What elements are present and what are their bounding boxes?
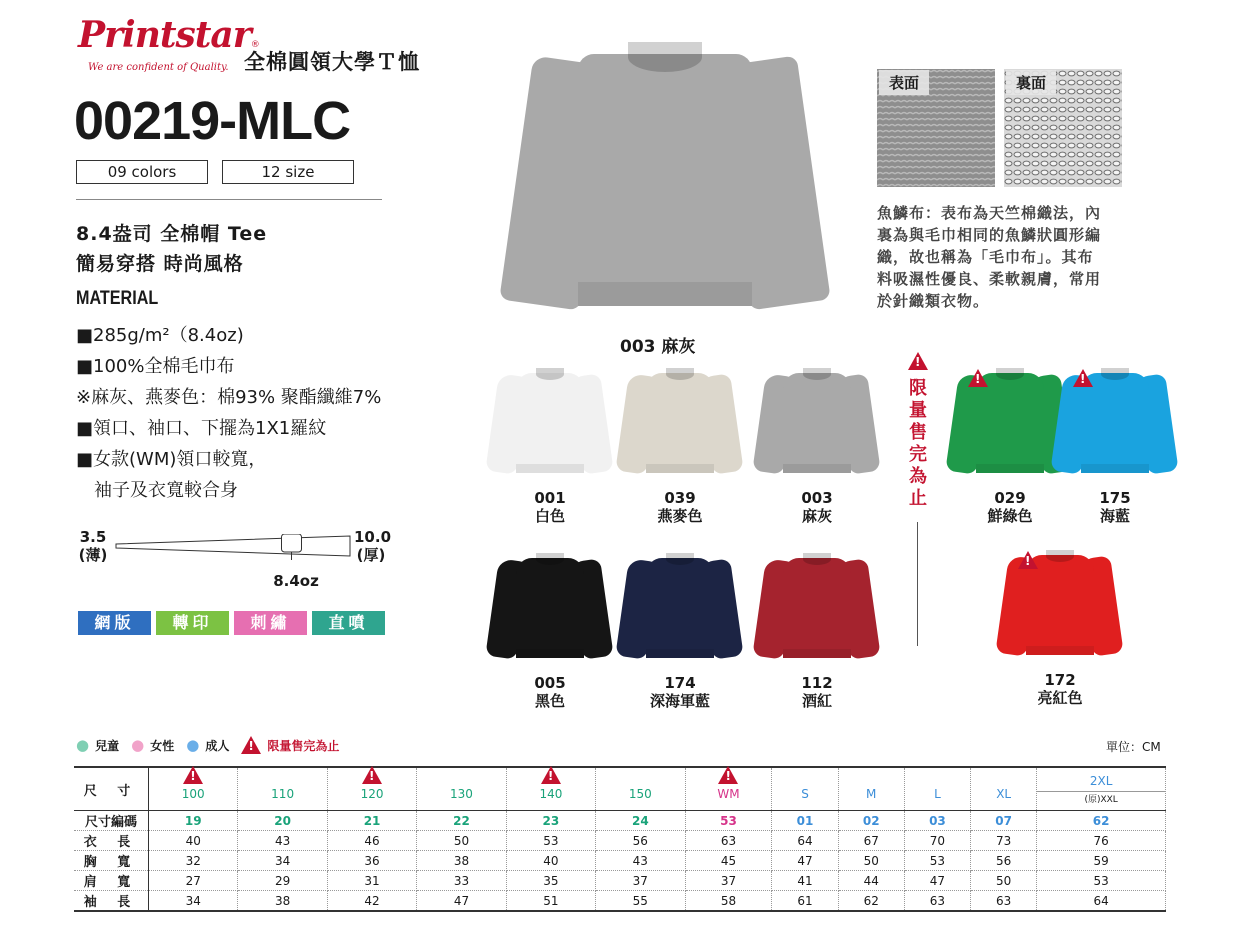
material-heading: MATERIAL <box>76 288 159 309</box>
shirt-body <box>1026 555 1093 656</box>
shirt-collar <box>666 553 695 565</box>
brand-logo <box>78 14 260 80</box>
warning-icon <box>718 766 738 784</box>
table-cell: 58 <box>685 891 772 912</box>
swatch-name: 鮮綠色 <box>987 507 1033 525</box>
swatch-code: 003 <box>801 489 833 507</box>
size-label: 100 <box>181 787 205 801</box>
shirt-body <box>646 373 713 474</box>
shirt-collar <box>1046 550 1075 562</box>
kid-icon: ● <box>76 736 90 754</box>
thickness-marker-icon <box>282 534 302 560</box>
table-cell: 42 <box>327 891 416 912</box>
table-cell: 61 <box>772 891 838 912</box>
table-cell: 53 <box>1037 871 1166 891</box>
table-cell: 56 <box>596 831 685 851</box>
table-cell: 64 <box>772 831 838 851</box>
size-cell-130 <box>417 767 506 811</box>
table-cell: 19 <box>149 811 238 831</box>
table-cell: 35 <box>506 871 595 891</box>
table-cell: 31 <box>327 871 416 891</box>
color-swatch-label <box>757 489 877 525</box>
shirt-collar <box>628 42 702 72</box>
table-cell: 34 <box>149 891 238 912</box>
size-header: 尺 寸 <box>74 767 149 811</box>
color-swatch-005 <box>490 548 610 668</box>
material-line: ※麻灰、燕麥色：棉93% 聚酯纖維7% <box>76 387 382 408</box>
table-cell: 20 <box>238 811 327 831</box>
logo-wordmark: Printstar <box>78 14 251 56</box>
table-cell: 63 <box>904 891 970 912</box>
method-badge: 刺繡 <box>234 611 307 635</box>
table-cell: 47 <box>417 891 506 912</box>
thickness-max-value: 10.0 <box>354 528 392 546</box>
swatch-name: 亮紅色 <box>1037 689 1083 707</box>
row-header: 胸 寬 <box>74 851 149 871</box>
color-swatch-label <box>490 489 610 525</box>
shirt-body <box>516 373 583 474</box>
swatch-code: 172 <box>1044 671 1076 689</box>
table-cell: 53 <box>506 831 595 851</box>
headline-line: 8.4盎司 全棉帽 Tee <box>76 223 268 245</box>
color-swatch-label <box>1055 489 1175 525</box>
table-cell: 23 <box>506 811 595 831</box>
table-cell: 02 <box>838 811 904 831</box>
swatch-name: 海藍 <box>1099 507 1130 525</box>
size-cell-M <box>838 767 904 811</box>
shirt-collar <box>803 368 832 380</box>
table-cell: 01 <box>772 811 838 831</box>
swatch-code: 001 <box>534 489 566 507</box>
table-cell: 03 <box>904 811 970 831</box>
shirt-collar <box>536 553 565 565</box>
table-cell: 38 <box>238 891 327 912</box>
swatch-name: 白色 <box>534 507 565 525</box>
size-cell-140 <box>506 767 595 811</box>
size-cell-100 <box>149 767 238 811</box>
thickness-min <box>76 528 110 564</box>
warning-icon <box>908 352 928 370</box>
swatch-code: 175 <box>1099 489 1131 507</box>
table-cell: 34 <box>238 851 327 871</box>
shirt-hem <box>783 649 850 659</box>
shirt-body <box>783 373 850 474</box>
warning-icon <box>183 766 203 784</box>
fabric-note-line: 於針織類衣物。 <box>877 292 990 310</box>
shirt-body <box>578 54 752 306</box>
material-line: ■領口、袖口、下擺為1X1羅紋 <box>76 418 327 439</box>
table-cell: 76 <box>1037 831 1166 851</box>
size-cell-110 <box>238 767 327 811</box>
size-cell-S <box>772 767 838 811</box>
table-cell: 07 <box>971 811 1037 831</box>
headline <box>76 219 267 279</box>
row-header: 尺寸編碼 <box>74 811 149 831</box>
shirt-hem <box>646 464 713 474</box>
thickness-min-label: (薄) <box>78 546 108 564</box>
shirt-hem <box>516 649 583 659</box>
material-line: 袖子及衣寬較合身 <box>76 480 238 501</box>
table-cell: 43 <box>238 831 327 851</box>
swatch-code: 005 <box>534 674 566 692</box>
women-icon: ● <box>131 736 145 754</box>
table-cell: 44 <box>838 871 904 891</box>
size-cell-120 <box>327 767 416 811</box>
fabric-note-line: 裏為與毛巾相同的魚鱗狀圓形編 <box>877 226 1102 244</box>
size-table <box>74 766 1166 912</box>
size-cell-L <box>904 767 970 811</box>
swatch-code: 029 <box>994 489 1026 507</box>
shirt-collar <box>803 553 832 565</box>
legend-women: 女性 <box>150 738 175 753</box>
shirt-body <box>516 558 583 659</box>
shirt-body <box>976 373 1043 474</box>
divider <box>76 199 382 200</box>
color-swatch-003 <box>757 363 877 483</box>
size-legend <box>76 736 339 754</box>
fabric-front-label: 表面 <box>879 70 929 95</box>
warning-icon <box>241 736 261 754</box>
print-methods <box>78 611 385 635</box>
row-header: 袖 長 <box>74 891 149 912</box>
color-swatch-label <box>620 674 740 710</box>
adult-icon: ● <box>186 736 200 754</box>
legend-adult: 成人 <box>205 738 230 753</box>
table-cell: 36 <box>327 851 416 871</box>
table-cell: 63 <box>971 891 1037 912</box>
fabric-note-line: 魚鱗布：表布為天竺棉織法，內 <box>877 204 1102 222</box>
size-cell-2XL <box>1037 767 1166 811</box>
warning-icon <box>541 766 561 784</box>
method-badge: 網版 <box>78 611 151 635</box>
swatch-name: 深海軍藍 <box>649 692 710 710</box>
color-swatch-label <box>950 489 1070 525</box>
headline-line: 簡易穿搭 時尚風格 <box>76 253 244 275</box>
table-cell: 37 <box>596 871 685 891</box>
material-list <box>76 320 381 506</box>
color-swatch-001 <box>490 363 610 483</box>
table-cell: 70 <box>904 831 970 851</box>
shirt-collar <box>996 368 1025 380</box>
size-cell-XL <box>971 767 1037 811</box>
table-cell: 53 <box>904 851 970 871</box>
table-cell: 50 <box>838 851 904 871</box>
sizes-count-box: 12 size <box>222 160 354 184</box>
shirt-collar <box>536 368 565 380</box>
table-cell: 32 <box>149 851 238 871</box>
table-cell: 67 <box>838 831 904 851</box>
table-cell: 38 <box>417 851 506 871</box>
size-cell-150 <box>596 767 685 811</box>
table-cell: 50 <box>417 831 506 851</box>
shirt-hem <box>646 649 713 659</box>
color-swatch-label <box>620 489 740 525</box>
swatch-code: 039 <box>664 489 696 507</box>
swatch-code: 174 <box>664 674 696 692</box>
method-badge: 直噴 <box>312 611 385 635</box>
legend-kid: 兒童 <box>95 738 120 753</box>
size-sublabel: (原)XXL <box>1037 791 1165 805</box>
swatch-name: 麻灰 <box>801 507 832 525</box>
row-header: 衣 長 <box>74 831 149 851</box>
shirt-body <box>1081 373 1148 474</box>
thickness-max-label: (厚) <box>356 546 386 564</box>
size-label: S <box>801 787 809 801</box>
warning-icon <box>362 766 382 784</box>
fabric-note <box>877 202 1101 312</box>
table-cell: 47 <box>904 871 970 891</box>
table-cell: 56 <box>971 851 1037 871</box>
table-cell: 29 <box>238 871 327 891</box>
legend-limited: 限量售完為止 <box>267 738 340 753</box>
thickness-value: 8.4oz <box>273 572 319 590</box>
size-label: 120 <box>360 787 384 801</box>
table-cell: 64 <box>1037 891 1166 912</box>
shirt-hem <box>578 282 752 306</box>
size-label: 140 <box>539 787 563 801</box>
color-swatch-label <box>757 674 877 710</box>
limited-divider <box>917 522 918 646</box>
table-cell: 53 <box>685 811 772 831</box>
table-cell: 27 <box>149 871 238 891</box>
color-swatch-label <box>1000 671 1120 707</box>
thickness-gauge <box>114 534 354 560</box>
size-cell-WM <box>685 767 772 811</box>
table-cell: 40 <box>149 831 238 851</box>
size-label: M <box>866 787 877 801</box>
colors-count-box: 09 colors <box>76 160 208 184</box>
table-cell: 63 <box>685 831 772 851</box>
material-line: ■285g/m²（8.4oz) <box>76 325 244 346</box>
row-header: 肩 寬 <box>74 871 149 891</box>
swatch-name: 黑色 <box>534 692 565 710</box>
shirt-hem <box>976 464 1043 474</box>
table-cell: 62 <box>1037 811 1166 831</box>
size-label: 2XL <box>1089 773 1113 788</box>
table-cell: 43 <box>596 851 685 871</box>
limited-label: 限量售完為止 <box>909 378 927 509</box>
fabric-note-line: 料吸濕性優良、柔軟親膚，常用 <box>877 270 1102 288</box>
table-cell: 40 <box>506 851 595 871</box>
size-label: 110 <box>271 787 295 801</box>
color-swatch-174 <box>620 548 740 668</box>
swatch-code: 112 <box>801 674 833 692</box>
color-swatch-112 <box>757 548 877 668</box>
shirt-hem <box>1026 646 1093 656</box>
swatch-name: 燕麥色 <box>657 507 703 525</box>
table-cell: 59 <box>1037 851 1166 871</box>
registered-mark: ® <box>250 40 260 50</box>
shirt-hem <box>516 464 583 474</box>
table-cell: 46 <box>327 831 416 851</box>
table-cell: 22 <box>417 811 506 831</box>
main-image-caption: 003 麻灰 <box>620 337 696 357</box>
color-swatch-label <box>490 674 610 710</box>
fabric-back-label: 裏面 <box>1006 70 1056 95</box>
table-cell: 62 <box>838 891 904 912</box>
size-label: XL <box>996 787 1012 801</box>
warning-icon <box>1073 369 1093 387</box>
unit-label: 單位：CM <box>1106 740 1161 754</box>
thickness-max <box>354 528 392 564</box>
shirt-hem <box>783 464 850 474</box>
product-code: 00219-MLC <box>74 91 351 151</box>
table-cell: 50 <box>971 871 1037 891</box>
table-cell: 24 <box>596 811 685 831</box>
material-line: ■女款(WM)領口較寬， <box>76 449 267 470</box>
shirt-body <box>646 558 713 659</box>
main-product-image <box>510 30 820 330</box>
logo-tagline: We are confident of Quality. <box>88 62 229 73</box>
size-label: 150 <box>628 787 652 801</box>
method-badge: 轉印 <box>156 611 229 635</box>
size-label: L <box>934 787 941 801</box>
table-cell: 37 <box>685 871 772 891</box>
size-label: 130 <box>450 787 473 801</box>
size-label: WM <box>717 787 740 801</box>
table-cell: 45 <box>685 851 772 871</box>
fabric-note-line: 織，故也稱為「毛巾布」。其布 <box>877 248 1094 266</box>
shirt-collar <box>1101 368 1130 380</box>
product-title: 全棉圓領大學Ｔ恤 <box>244 50 420 74</box>
table-cell: 41 <box>772 871 838 891</box>
shirt-collar <box>666 368 695 380</box>
table-cell: 33 <box>417 871 506 891</box>
table-cell: 55 <box>596 891 685 912</box>
table-cell: 21 <box>327 811 416 831</box>
color-swatch-039 <box>620 363 740 483</box>
material-line: ■100%全棉毛巾布 <box>76 356 235 377</box>
shirt-body <box>783 558 850 659</box>
table-cell: 73 <box>971 831 1037 851</box>
shirt-hem <box>1081 464 1148 474</box>
warning-icon <box>1018 551 1038 569</box>
thickness-min-value: 3.5 <box>79 528 107 546</box>
swatch-name: 酒紅 <box>801 692 832 710</box>
table-cell: 51 <box>506 891 595 912</box>
table-cell: 47 <box>772 851 838 871</box>
warning-icon <box>968 369 988 387</box>
